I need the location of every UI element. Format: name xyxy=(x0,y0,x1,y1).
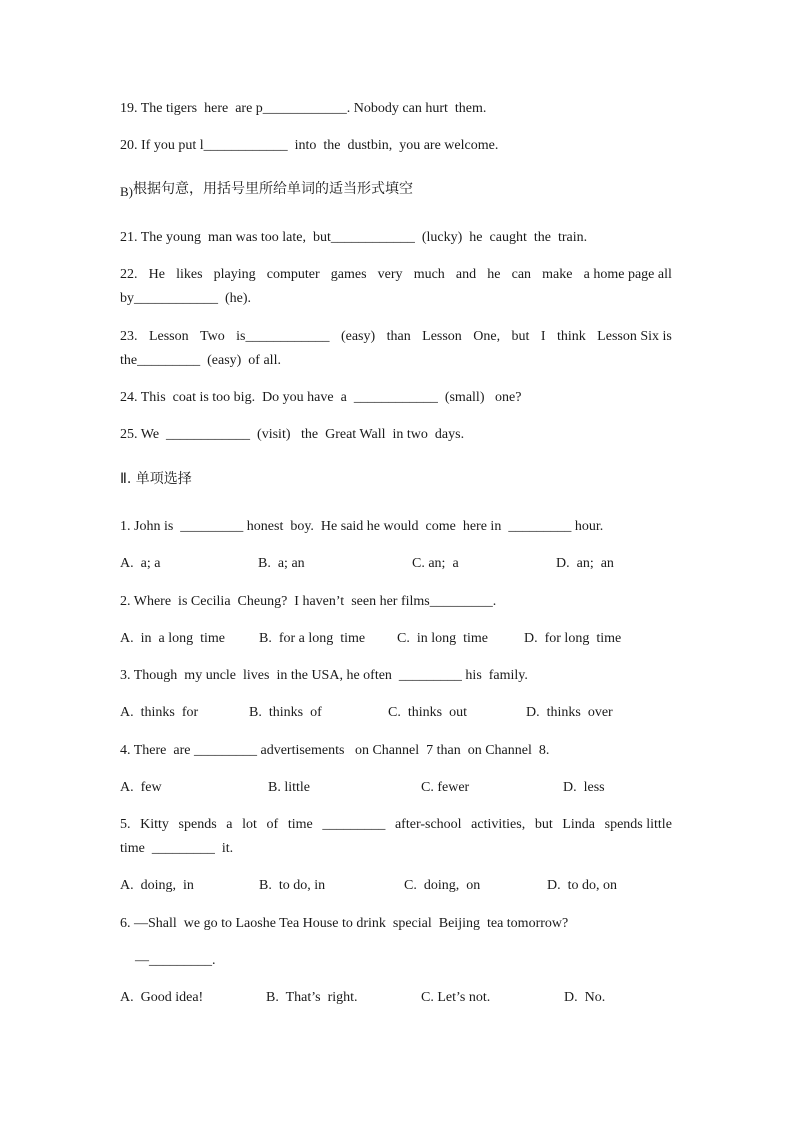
mc-q3-option-c: C. thinks out xyxy=(388,705,467,720)
q19-text: 19. The tigers here are p____________. Nobody can hurt them. xyxy=(120,101,487,116)
q23-seg: is____________ xyxy=(236,329,330,344)
mc-q3-option-d: D. thinks over xyxy=(526,705,613,720)
mc-q5-seg: activities, xyxy=(471,817,526,832)
mc-q5-seg: a xyxy=(226,817,233,832)
mc-q5-option-d: D. to do, on xyxy=(547,878,617,893)
mc-q1-option-c: C. an; a xyxy=(412,556,459,571)
q24-text: 24. This coat is too big. Do you have a ____________ (small) one? xyxy=(120,390,522,405)
q22-line2: by____________ (he). xyxy=(120,291,252,306)
mc-q5-seg: time xyxy=(287,817,313,832)
q23-seg: than xyxy=(386,329,411,344)
mc-q5-option-b: B. to do, in xyxy=(259,878,326,893)
mc-q5-seg: after-school xyxy=(394,817,462,832)
q23-seg: Lesson Six is xyxy=(597,329,672,344)
mc-q5-option-a: A. doing, in xyxy=(120,878,194,893)
q23-seg: but xyxy=(511,329,530,344)
section-2-numeral: Ⅱ. xyxy=(120,471,132,487)
q21-text: 21. The young man was too late, but____________ (lucky) he caught the train. xyxy=(120,230,588,245)
section-b-title: 根据句意，用括号里所给单词的适当形式填空 xyxy=(133,181,413,197)
q22-seg: He xyxy=(148,267,165,282)
q20-text: 20. If you put l____________ into the dustbin, you are welcome. xyxy=(120,138,499,153)
q23-line1 xyxy=(120,328,672,346)
q23-line2: the_________ (easy) of all. xyxy=(120,353,281,368)
mc-q5-seg: Kitty xyxy=(140,817,169,832)
mc-q2-option-a: A. in a long time xyxy=(120,631,225,646)
mc-q1-option-b: B. a; an xyxy=(258,556,305,571)
mc-q5-seg: spends little xyxy=(604,817,672,832)
q23-seg: (easy) xyxy=(340,329,376,344)
mc-q6-stem: 6. —Shall we go to Laoshe Tea House to drink special Beijing tea tomorrow? xyxy=(120,916,569,931)
q22-seg: make xyxy=(542,267,573,282)
q22-seg: 22. xyxy=(120,267,138,282)
q22-seg: playing xyxy=(213,267,256,282)
mc-q3-option-a: A. thinks for xyxy=(120,705,199,720)
mc-q2-option-b: B. for a long time xyxy=(259,631,366,646)
mc-q5-line2: time _________ it. xyxy=(120,841,234,856)
mc-q1-stem: 1. John is _________ honest boy. He said he would come here in _________ hour. xyxy=(120,519,604,534)
mc-q6-option-d: D. No. xyxy=(564,990,606,1005)
q23-seg: One, xyxy=(473,329,501,344)
mc-q4-option-b: B. little xyxy=(268,780,310,795)
mc-q5-seg: _________ xyxy=(322,817,386,832)
mc-q5-seg: of xyxy=(266,817,279,832)
q22-line1 xyxy=(120,266,672,284)
q22-seg: games xyxy=(330,267,367,282)
q23-seg: Lesson xyxy=(422,329,462,344)
mc-q1-option-d: D. an; an xyxy=(556,556,614,571)
q22-seg: can xyxy=(511,267,532,282)
mc-q6-option-b: B. That’s right. xyxy=(266,990,358,1005)
q22-seg: much xyxy=(413,267,445,282)
mc-q6-response: —_________. xyxy=(135,953,216,968)
mc-q5-line1 xyxy=(120,816,672,834)
mc-q5-seg: Linda xyxy=(562,817,596,832)
mc-q4-option-c: C. fewer xyxy=(421,780,470,795)
q23-seg: Lesson xyxy=(148,329,189,344)
q23-seg: I xyxy=(540,329,546,344)
mc-q5-seg: but xyxy=(534,817,553,832)
section-2-heading xyxy=(120,470,192,488)
mc-q3-stem: 3. Though my uncle lives in the USA, he often _________ his family. xyxy=(120,668,528,683)
mc-q6-option-c: C. Let’s not. xyxy=(421,990,491,1005)
q23-seg: Two xyxy=(200,329,225,344)
mc-q5-seg: spends xyxy=(178,817,217,832)
section-2-title: 单项选择 xyxy=(131,471,192,487)
q22-seg: likes xyxy=(176,267,203,282)
section-b-prefix: B) xyxy=(120,184,133,199)
q22-seg: he xyxy=(487,267,501,282)
mc-q4-option-d: D. less xyxy=(563,780,605,795)
section-b-heading xyxy=(120,180,413,198)
mc-q2-option-c: C. in long time xyxy=(397,631,488,646)
mc-q2-stem: 2. Where is Cecilia Cheung? I haven’t seen her films_________. xyxy=(120,594,497,609)
q23-seg: think xyxy=(556,329,586,344)
q22-seg: computer xyxy=(266,267,320,282)
mc-q6-option-a: A. Good idea! xyxy=(120,990,204,1005)
mc-q2-option-d: D. for long time xyxy=(524,631,622,646)
q23-seg: 23. xyxy=(120,329,138,344)
q22-seg: very xyxy=(377,267,403,282)
mc-q3-option-b: B. thinks of xyxy=(249,705,322,720)
q22-seg: and xyxy=(455,267,477,282)
mc-q5-seg: 5. xyxy=(120,817,131,832)
q25-text: 25. We ____________ (visit) the Great Wall in two days. xyxy=(120,427,465,442)
mc-q5-seg: lot xyxy=(242,817,257,832)
mc-q1-option-a: A. a; a xyxy=(120,556,161,571)
q22-seg: a home page all xyxy=(583,267,672,282)
mc-q4-stem: 4. There are _________ advertisements on Channel 7 than on Channel 8. xyxy=(120,743,550,758)
mc-q5-option-c: C. doing, on xyxy=(404,878,481,893)
mc-q4-option-a: A. few xyxy=(120,780,162,795)
